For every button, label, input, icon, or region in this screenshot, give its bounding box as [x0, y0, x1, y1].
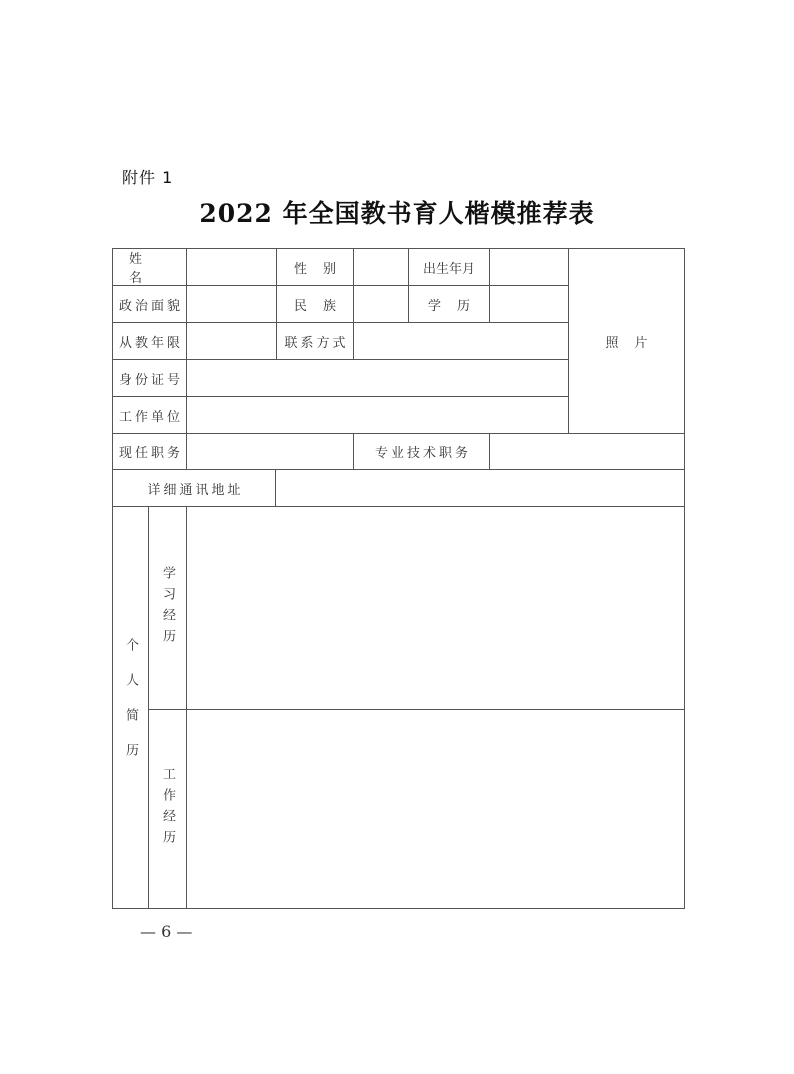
ethnicity-label: 民族 [276, 285, 354, 323]
contact-field[interactable] [353, 322, 569, 360]
birth-label: 出生年月 [408, 248, 490, 286]
address-label: 详细通讯地址 [112, 469, 276, 507]
recommendation-form-table [113, 249, 686, 910]
work-label: 工作经历 [160, 767, 175, 851]
work-history-field[interactable] [186, 709, 685, 909]
political-label: 政治面貌 [112, 285, 187, 323]
page-title: 2022 年全国教书育人楷模推荐表 [199, 199, 595, 228]
workplace-field[interactable] [186, 396, 569, 434]
photo-box[interactable]: 照片 [568, 248, 685, 434]
attachment-label: 附件 1 [122, 168, 174, 187]
id-label: 身份证号 [112, 359, 187, 397]
position-field[interactable] [186, 433, 354, 470]
teaching-years-field[interactable] [186, 322, 277, 360]
political-field[interactable] [186, 285, 277, 323]
tech-title-label: 专业技术职务 [353, 433, 490, 470]
id-field[interactable] [186, 359, 569, 397]
study-history-field[interactable] [186, 506, 685, 710]
position-label: 现任职务 [112, 433, 187, 470]
birth-field[interactable] [489, 248, 569, 286]
teaching-years-label: 从教年限 [112, 322, 187, 360]
name-label: 姓名 [112, 248, 187, 286]
education-label: 学历 [408, 285, 490, 323]
workplace-label: 工作单位 [112, 396, 187, 434]
study-label-cell [148, 506, 187, 710]
name-field[interactable] [186, 248, 277, 286]
tech-title-field[interactable] [489, 433, 685, 470]
resume-label-cell [112, 506, 149, 909]
work-label-cell [148, 709, 187, 909]
page-number: — 6 — [140, 922, 193, 941]
gender-field[interactable] [353, 248, 409, 286]
address-field[interactable] [275, 469, 685, 507]
study-label: 学习经历 [160, 566, 175, 650]
ethnicity-field[interactable] [353, 285, 409, 323]
education-field[interactable] [489, 285, 569, 323]
resume-label: 个人简历 [123, 637, 138, 778]
contact-label: 联系方式 [276, 322, 354, 360]
gender-label: 性别 [276, 248, 354, 286]
